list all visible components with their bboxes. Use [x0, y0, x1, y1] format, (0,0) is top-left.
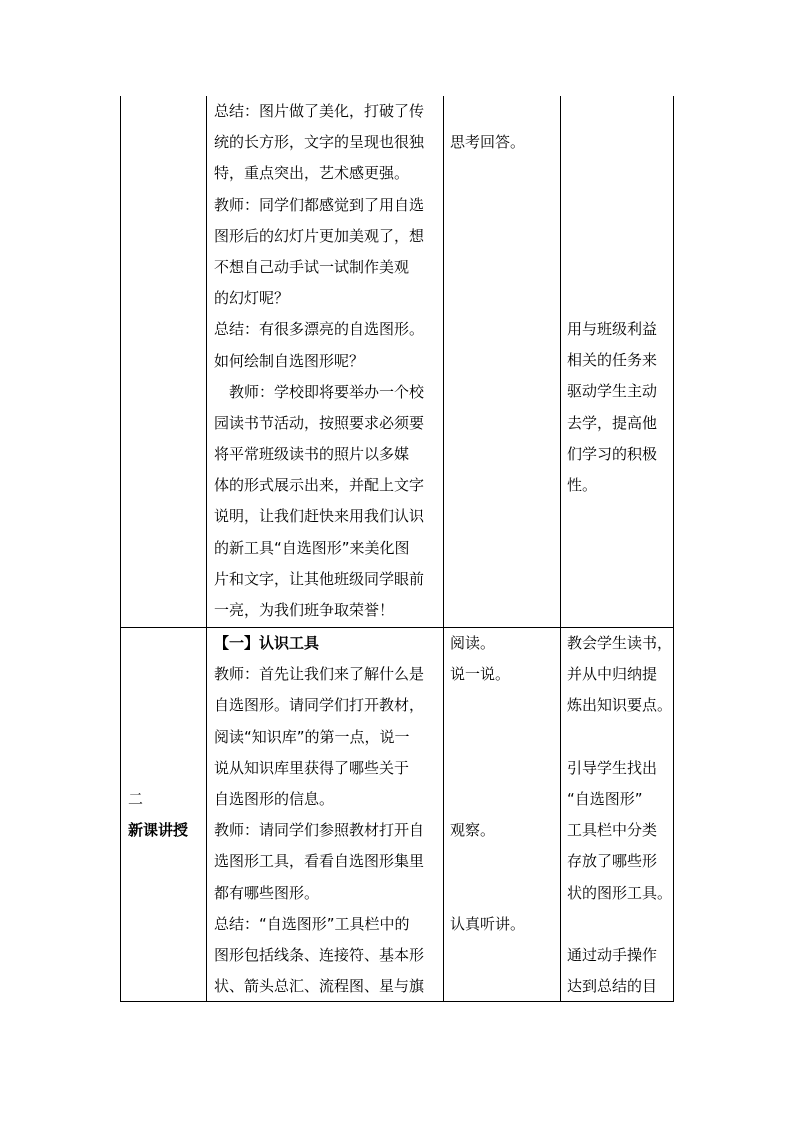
text-line: [450, 784, 556, 815]
text-line: 图形包括线条、连接符、基本形: [214, 945, 425, 964]
text-line: 去学，提高他: [567, 413, 658, 432]
text-line: [450, 846, 556, 877]
text-line: 说从知识库里获得了哪些关于: [214, 758, 410, 777]
text-line: 特，重点突出，艺术感更强。: [214, 164, 410, 183]
text-line: 说明，让我们赶快来用我们认识: [214, 507, 425, 526]
stage-name: 新课讲授: [128, 821, 189, 840]
text-line: 教师：首先让我们来了解什么是: [214, 665, 425, 684]
text-line: 教师：请同学们参照教材打开自: [214, 821, 425, 840]
text-line: 说一说。: [450, 665, 511, 684]
text-line: 总结：图片做了美化，打破了传: [214, 102, 425, 120]
text-line: 总结：有很多漂亮的自选图形。: [214, 320, 425, 339]
text-line: 工具栏中分类: [567, 821, 658, 840]
text-line: 思考回答。: [450, 133, 526, 151]
text-line: 状、箭头总汇、流程图、星与旗: [214, 977, 425, 996]
text-line: 如何绘制自选图形呢？: [214, 351, 365, 370]
text-line: [567, 909, 673, 940]
text-line: 并从中归纳提: [567, 665, 658, 684]
text-line: 性。: [567, 475, 598, 494]
text-line: [450, 878, 556, 909]
text-line: 的新工具“自选图形”来美化图: [214, 538, 410, 557]
stage-cell: [128, 784, 204, 846]
text-line: 达到总结的目: [567, 977, 658, 996]
text-line: 都有哪些图形。: [214, 883, 320, 902]
text-line: 相关的任务来: [567, 351, 658, 370]
text-line: 存放了哪些形: [567, 852, 658, 871]
text-line: 总结：“自选图形”工具栏中的: [214, 914, 410, 933]
stage-number: 二: [128, 790, 144, 808]
text-line: 引导学生找出: [567, 758, 658, 777]
upper-design-intent-cell: [567, 314, 671, 501]
text-line: 阅读“知识库”的第一点，说一: [214, 727, 410, 746]
upper-student-activity-cell: [450, 127, 556, 158]
section-heading: 【一】认识工具: [214, 634, 320, 652]
text-line: 用与班级利益: [567, 320, 658, 338]
table-border-left: [120, 96, 121, 1002]
text-line: 不想自己动手试一试制作美观: [214, 257, 410, 276]
text-line: 片和文字，让其他班级同学眼前: [214, 569, 425, 588]
table-border-col3: [560, 96, 561, 1002]
text-line: “自选图形”: [567, 789, 643, 808]
table-border-col1: [206, 96, 207, 1002]
text-line: 体的形式展示出来，并配上文字: [214, 476, 425, 495]
text-line: 的幻灯呢？: [214, 289, 290, 308]
text-line: [450, 753, 556, 784]
text-line: 图形后的幻灯片更加美观了，想: [214, 226, 425, 245]
text-line: 园读书节活动，按照要求必须要: [214, 413, 425, 432]
text-line: 将平常班级读书的照片以多媒: [214, 445, 410, 464]
text-line: 观察。: [450, 821, 496, 840]
text-line: 教会学生读书，: [567, 634, 673, 652]
text-line: 自选图形的信息。: [214, 789, 335, 808]
table-border-col2: [443, 96, 444, 1002]
lower-design-intent-cell: [567, 628, 673, 1002]
text-line: 一亮，为我们班争取荣誉！: [214, 601, 395, 619]
text-line: 状的图形工具。: [567, 883, 673, 902]
text-line: 统的长方形，文字的呈现也很独: [214, 133, 425, 152]
text-line: 自选图形。请同学们打开教材，: [214, 696, 425, 715]
lower-teacher-activity-cell: [214, 628, 440, 1002]
text-line: 驱动学生主动: [567, 382, 658, 401]
lower-student-activity-cell: [450, 628, 556, 940]
text-line: 通过动手操作: [567, 945, 658, 964]
text-line: 认真听讲。: [450, 914, 526, 933]
text-line: [450, 722, 556, 753]
text-line: 教师：同学们都感觉到了用自选: [214, 195, 425, 214]
text-line: 选图形工具，看看自选图形集里: [214, 852, 425, 871]
text-line: [450, 690, 556, 721]
table-border-right: [673, 96, 674, 1002]
text-line: 教师：学校即将要举办一个校: [214, 382, 425, 401]
text-line: [567, 722, 673, 753]
text-line: 们学习的积极: [567, 444, 658, 463]
upper-teacher-activity-cell: [214, 96, 440, 626]
text-line: 阅读。: [450, 634, 496, 652]
text-line: 炼出知识要点。: [567, 696, 673, 715]
